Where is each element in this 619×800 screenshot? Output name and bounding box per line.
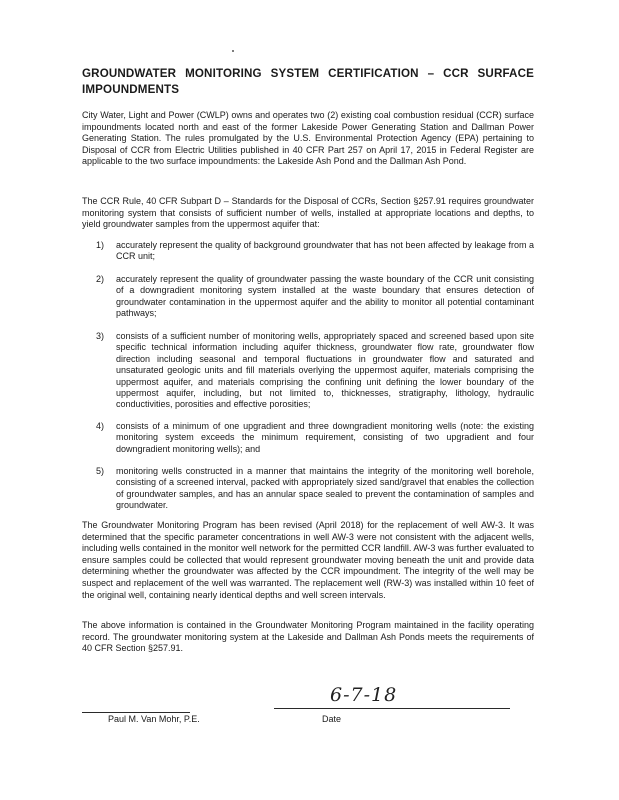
requirement-number: 2) <box>96 274 105 284</box>
signature-line <box>82 712 190 713</box>
revision-paragraph: The Groundwater Monitoring Program has been revised (April 2018) for the replacement of well AW-3. It was determined that the specific parameter concentrations in well AW-3 were not consistent with the adjacent wells, including wells contained in the monitor well network for the permitted CCR landfill. AW-3 was further evaluated to ensure samples could be collected that would represent groundwater moving beneath the unit and provide data determining whether the groundwater was affected by the CCR impoundment. The integrity of the well may be suspect and replacement of the well was warranted. The replacement well (RW-3) was installed within 10 feet of the original well, containing nearly identical depths and well screen intervals. <box>82 520 534 600</box>
requirement-text: monitoring wells constructed in a manner that maintains the integrity of the monitoring well borehole, consisting of a screened interval, packed with appropriately sized sand/gravel that enables the collection of groundwater samples, and has an annular space sealed to prevent the contamination of samples and groundwater. <box>116 466 534 511</box>
date-line <box>274 708 510 709</box>
signer-name: Paul M. Van Mohr, P.E. <box>108 714 200 724</box>
requirement-number: 1) <box>96 240 105 250</box>
requirement-text: consists of a minimum of one upgradient and three downgradient monitoring wells (note: the existing monitoring system exceeds the minimum requirement, consisting of two upgradient and four downgradient monitoring wells); and <box>116 421 534 454</box>
requirement-number: 4) <box>96 421 105 431</box>
closing-paragraph: The above information is contained in the Groundwater Monitoring Program maintained in the facility operating record. The groundwater monitoring system at the Lakeside and Dallman Ash Ponds meets the requirements of 40 CFR Section §257.91. <box>82 620 534 654</box>
intro-paragraph: City Water, Light and Power (CWLP) owns and operates two (2) existing coal combustion residual (CCR) surface impoundments located north and east of the former Lakeside Power Generating Station and Dallman Power Generating Station. The rules promulgated by the U.S. Environmental Protection Agency (EPA) pertaining to Disposal of CCR from Electric Utilities published in 40 CFR Part 257 on April 17, 2015 in Federal Register are applicable to the two surface impoundments: the Lakeside Ash Pond and the Dallman Ash Pond. <box>82 110 534 167</box>
handwritten-date: 6-7-18 <box>330 684 398 706</box>
requirement-text: accurately represent the quality of groundwater passing the waste boundary of the CCR unit consisting of a downgradient monitoring system installed at the waste boundary that ensures detection of groundwater contamination in the uppermost aquifer and the ability to monitor all potential contaminant pathways; <box>116 274 534 319</box>
requirement-number: 3) <box>96 331 105 341</box>
requirement-number: 5) <box>96 466 105 476</box>
requirement-text: consists of a sufficient number of monitoring wells, appropriately spaced and screened based upon site specific technical information including aquifer thickness, groundwater flow rate, groundwater flow direction including seasonal and temporal fluctuations in groundwater flow and saturated and unsaturated geologic units and fill materials overlying the uppermost aquifer, materials comprising the uppermost aquifer, and materials comprising the confining unit defining the lower boundary of the uppermost aquifer, including, but not limited to, thicknesses, stratigraphy, lithology, hydraulic conductivities, porosities and effective porosities; <box>116 331 534 410</box>
requirement-text: accurately represent the quality of background groundwater that has not been affected by leakage from a CCR unit; <box>116 240 534 262</box>
rule-paragraph: The CCR Rule, 40 CFR Subpart D – Standards for the Disposal of CCRs, Section §257.91 requires groundwater monitoring system that consists of sufficient number of wells, installed at appropriate locations and depths, to yield groundwater samples from the uppermost aquifer that: <box>82 196 534 230</box>
scan-speck <box>232 50 234 52</box>
date-label: Date <box>322 714 342 724</box>
document-title: GROUNDWATER MONITORING SYSTEM CERTIFICATION – CCR SURFACE IMPOUNDMENTS <box>82 67 534 96</box>
